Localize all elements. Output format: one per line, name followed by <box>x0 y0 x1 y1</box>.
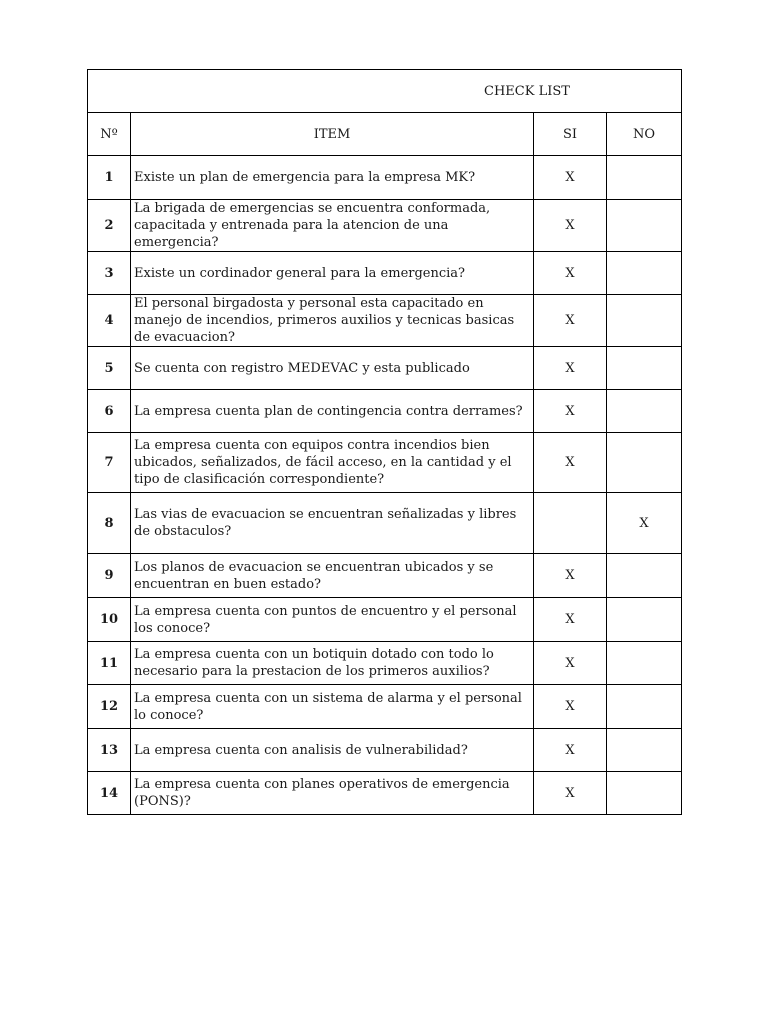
row-item-text: La empresa cuenta con equipos contra incendios bien ubicados, señalizados, de fácil acceso, en la cantidad y el tipo de clasificación correspondiente? <box>131 433 534 493</box>
row-item-text: La empresa cuenta con analisis de vulnerabilidad? <box>131 729 534 772</box>
row-no-mark <box>607 772 682 815</box>
row-item-text: La brigada de emergencias se encuentra conformada, capacitada y entrenada para la atencion de una emergencia? <box>131 200 534 252</box>
row-item-text: Se cuenta con registro MEDEVAC y esta publicado <box>131 347 534 390</box>
row-no-mark <box>607 200 682 252</box>
row-number: 8 <box>88 493 131 554</box>
row-item-text: La empresa cuenta plan de contingencia contra derrames? <box>131 390 534 433</box>
row-no-mark <box>607 642 682 685</box>
row-number: 3 <box>88 252 131 295</box>
header-no: NO <box>607 113 682 156</box>
row-item-text: Existe un cordinador general para la emergencia? <box>131 252 534 295</box>
table-row <box>88 295 682 347</box>
table-row <box>88 642 682 685</box>
row-item-text: Las vias de evacuacion se encuentran señalizadas y libres de obstaculos? <box>131 493 534 554</box>
row-no-mark: X <box>607 493 682 554</box>
row-si-mark: X <box>534 252 607 295</box>
row-si-mark: X <box>534 295 607 347</box>
table-row <box>88 554 682 598</box>
row-si-mark: X <box>534 390 607 433</box>
row-number: 2 <box>88 200 131 252</box>
row-no-mark <box>607 685 682 729</box>
row-number: 7 <box>88 433 131 493</box>
row-si-mark: X <box>534 347 607 390</box>
row-item-text: La empresa cuenta con planes operativos de emergencia (PONS)? <box>131 772 534 815</box>
header-si: SI <box>534 113 607 156</box>
table-row <box>88 433 682 493</box>
row-number: 6 <box>88 390 131 433</box>
row-no-mark <box>607 433 682 493</box>
row-item-text: Existe un plan de emergencia para la empresa MK? <box>131 156 534 200</box>
row-si-mark: X <box>534 554 607 598</box>
title-row <box>88 70 682 113</box>
table-row <box>88 598 682 642</box>
row-si-mark: X <box>534 642 607 685</box>
row-number: 4 <box>88 295 131 347</box>
row-item-text: Los planos de evacuacion se encuentran ubicados y se encuentran en buen estado? <box>131 554 534 598</box>
row-si-mark: X <box>534 433 607 493</box>
row-no-mark <box>607 554 682 598</box>
row-number: 11 <box>88 642 131 685</box>
row-item-text: La empresa cuenta con puntos de encuentro y el personal los conoce? <box>131 598 534 642</box>
header-num: Nº <box>88 113 131 156</box>
row-number: 12 <box>88 685 131 729</box>
row-number: 13 <box>88 729 131 772</box>
row-number: 1 <box>88 156 131 200</box>
table-row <box>88 390 682 433</box>
row-si-mark: X <box>534 200 607 252</box>
row-number: 9 <box>88 554 131 598</box>
row-number: 14 <box>88 772 131 815</box>
row-item-text: La empresa cuenta con un sistema de alarma y el personal lo conoce? <box>131 685 534 729</box>
table-row <box>88 729 682 772</box>
table-row <box>88 156 682 200</box>
checklist-table <box>87 69 682 815</box>
table-row <box>88 347 682 390</box>
row-no-mark <box>607 295 682 347</box>
table-row <box>88 493 682 554</box>
row-no-mark <box>607 390 682 433</box>
row-no-mark <box>607 598 682 642</box>
row-si-mark: X <box>534 685 607 729</box>
row-no-mark <box>607 347 682 390</box>
row-si-mark: X <box>534 772 607 815</box>
row-no-mark <box>607 729 682 772</box>
row-item-text: El personal birgadosta y personal esta capacitado en manejo de incendios, primeros auxilios y tecnicas basicas de evacuacion? <box>131 295 534 347</box>
title-cell <box>88 70 682 113</box>
header-row <box>88 113 682 156</box>
row-si-mark <box>534 493 607 554</box>
page-title: CHECK LIST <box>484 83 570 99</box>
row-number: 5 <box>88 347 131 390</box>
table-row <box>88 685 682 729</box>
table-row <box>88 772 682 815</box>
row-si-mark: X <box>534 729 607 772</box>
header-item: ITEM <box>131 113 534 156</box>
row-si-mark: X <box>534 156 607 200</box>
row-item-text: La empresa cuenta con un botiquin dotado con todo lo necesario para la prestacion de los primeros auxilios? <box>131 642 534 685</box>
row-no-mark <box>607 156 682 200</box>
table-row <box>88 200 682 252</box>
row-number: 10 <box>88 598 131 642</box>
row-no-mark <box>607 252 682 295</box>
table-row <box>88 252 682 295</box>
row-si-mark: X <box>534 598 607 642</box>
